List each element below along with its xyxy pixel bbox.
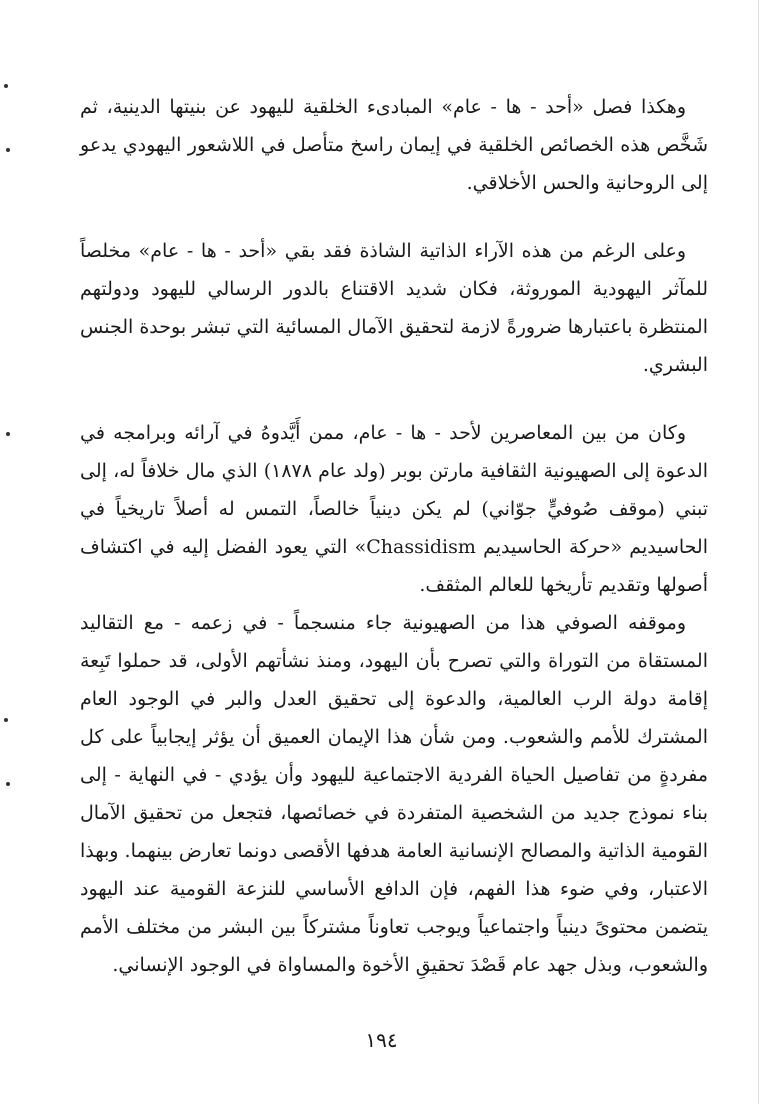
paragraph: وعلى الرغم من هذه الآراء الذاتية الشاذة فقد بقي «أحد - ها - عام» مخلصاً للمآثر اليهودية الموروثة، فكان شديد الاقتناع بالدور الرسالي لليهود ودولتهم المنتظرة باعتبارها ضرورةً لازمة لتحقيق الآمال المسائية التي تبشر بوحدة الجنس البشري. — [80, 240, 708, 376]
paragraph: وهكذا فصل «أحد - ها - عام» المبادىء الخلقية لليهود عن بنيتها الدينية، ثم شَخَّص هذه الخصائص الخلقية في إيمان راسخ متأصل في اللاشعور اليهودي يدعو إلى الروحانية والحس الأخلاقي. — [80, 96, 708, 194]
margin-dot — [6, 782, 10, 786]
margin-dot — [4, 84, 8, 88]
page-body — [80, 88, 708, 984]
page-edge-line — [758, 0, 759, 1104]
paragraph: وكان من بين المعاصرين لأحد - ها - عام، ممن أَيَّدوهُ في آرائه وبرامجه في الدعوة إلى الصهيونية الثقافية مارتن بوبر (ولد عام ١٨٧٨) الذي مال خلافاً له، إلى تبني (موقف صُوفيٍّ جوّاني) لم يكن دينياً خالصاً، التمس له أصلاً تاريخياً في الحاسيديم «حركة الحاسيديم Chassidism» التي يعود الفضل إليه في اكتشاف أصولها وتقديم تأريخها للعالم المثقف. — [80, 422, 709, 596]
paragraph: وموقفه الصوفي هذا من الصهيونية جاء منسجماً - في زعمه - مع التقاليد المستقاة من التوراة والتي تصرح بأن اليهود، ومنذ نشأتهم الأولى، قد حملوا تَبِعة إقامة دولة الرب العالمية، والدعوة إلى تحقيق العدل والبر في الوجود العام المشترك للأمم والشعوب. ومن شأن هذا الإيمان العميق أن يؤثر إيجابياً على كل مفردةٍ من تفاصيل الحياة الفردية الاجتماعية لليهود وأن يؤدي - في النهاية - إلى بناء نموذج جديد من الشخصية المتفردة في خصائصها، فتجعل من تحقيق الآمال القومية الذاتية والمصالح الإنسانية العامة هدفها الأقصى دونما تعارض بينهما. وبهذا الاعتبار، وفي ضوء هذا الفهم، فإن الدافع الأساسي للنزعة القومية عند اليهود يتضمن محتوىً دينياً واجتماعياً ويوجب تعاوناً مشتركاً بين البشر من مختلف الأمم والشعوب، وبذل جهد عام قَصْدَ تحقيقِ الأخوة والمساواة في الوجود الإنساني. — [80, 612, 708, 976]
page-number: ١٩٤ — [365, 1028, 398, 1052]
margin-dot — [6, 148, 10, 152]
margin-dot — [4, 718, 8, 722]
margin-dot — [6, 432, 10, 436]
